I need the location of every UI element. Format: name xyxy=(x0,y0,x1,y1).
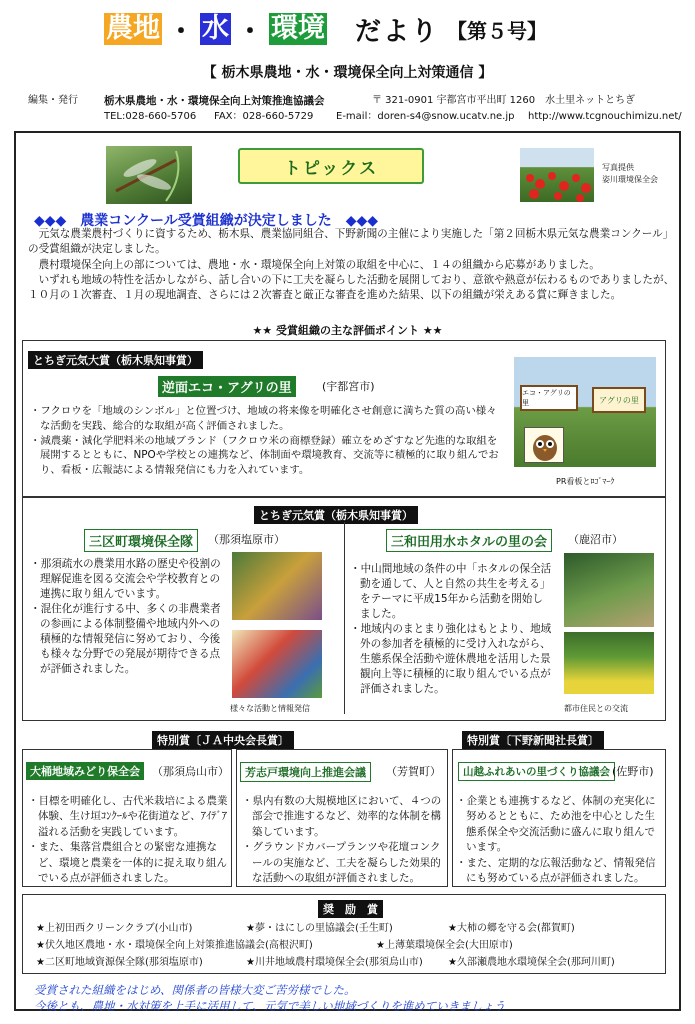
genki-left-org: 三区町環境保全隊 xyxy=(84,529,198,552)
genki-right-org: 三和田用水ホタルの里の会 xyxy=(386,529,552,552)
title-dot: ・ xyxy=(237,16,264,47)
special-c-city: (佐野市) xyxy=(612,765,654,778)
list-item: ・混住化が進行する中、多くの非農業者の参画による体制整備や地域内外への積極的な情報発信に努めており、今後も様々な分野での発展が期待できる点が評価されました。 xyxy=(30,603,221,675)
pr-sign-photo xyxy=(514,357,656,467)
list-item: ・グラウンドカバープランツや花壇コンクールの実施など、工夫を凝らした効果的な活動への取組が評価されました。 xyxy=(242,841,441,885)
special-c-bullets xyxy=(456,794,664,886)
grand-prize-city: (宇都宮市) xyxy=(322,380,375,393)
photo-credit: 写真提供 姿川環境保全会 xyxy=(602,163,658,184)
ja-award: 特別賞〔ＪＡ中央会長賞〕 xyxy=(152,731,294,749)
publisher-fax: FAX：028-660-5729 xyxy=(214,111,314,122)
intro-paragraph: いずれも地域の特性を活かしながら、話し合いの下に工夫を凝らした活動を展開しており、意欲や熱意が伝わるものでありましたが、１０月の１次審査、１月の現地調査、さらには２次審査と厳正な審査を進めた結果、以下の組織が栄えある賞に輝きました。 xyxy=(28,273,675,302)
genki-right-caption: 都市住民との交流 xyxy=(564,704,628,713)
divider xyxy=(344,522,345,714)
masthead-subtitle: 【 栃木県農地・水・環境保全向上対策通信 】 xyxy=(202,65,493,81)
title-water: 水 xyxy=(202,13,230,44)
masthead xyxy=(104,12,547,46)
special-b-org: 芳志戸環境向上推進会議 xyxy=(240,762,371,782)
list-item: ・企業とも連携するなど、体制の充実化に努めるとともに、ため池を中心とした生態系保全や交流活動に盛んに取り組んでいます。 xyxy=(456,795,656,854)
title-farmland: 農地 xyxy=(106,13,160,44)
owl-icon xyxy=(525,428,565,464)
title-dayori: だより xyxy=(355,16,440,47)
grand-prize-award: とちぎ元気大賞（栃木県知事賞） xyxy=(28,351,203,369)
publisher-email: E-mail：doren-s4@snow.ucatv.ne.jp xyxy=(336,111,515,122)
intro-paragraph: 農村環境保全向上の部については、農地・水・環境保全向上対策の取組を中心に、１４の組織から応募がありました。 xyxy=(28,258,600,271)
topics-banner: トピックス xyxy=(238,148,424,184)
genki-left-caption: 様々な活動と情報発信 xyxy=(230,704,310,713)
issue-number: 【第５号】 xyxy=(447,18,548,43)
special-a-bullets xyxy=(28,794,228,886)
shimotsuke-award: 特別賞〔下野新聞社長賞〕 xyxy=(462,731,604,749)
genki-right-bullets xyxy=(350,562,552,697)
title-dot: ・ xyxy=(168,16,195,47)
publisher-tel: TEL:028-660-5706 xyxy=(104,111,197,122)
flower-field-icon xyxy=(520,148,594,202)
sign-board: アグリの里 xyxy=(592,387,646,413)
publisher-org: 栃木県農地・水・環境保全向上対策推進協議会 xyxy=(104,95,325,107)
list-item: ★大柿の郷を守る会(都賀町) xyxy=(448,923,575,934)
publisher-label: 編集・発行 xyxy=(28,95,78,106)
list-item: ・また、集落営農組合との緊密な連携など、環境と農業を一体的に捉え取り組んでいる点が評価されました。 xyxy=(28,841,227,885)
footer-line: 受賞された組織をはじめ、関係者の皆様大変ご苦労様でした。 xyxy=(34,983,356,997)
special-b-bullets xyxy=(242,794,446,886)
list-item: ・地域内のまとまり強化はもとより、地域外の参加者を積極的に受け入れながら、生態系保全活動や遊休農地を活用した景観向上等に積極的に取り組んでいる点が評価されました。 xyxy=(350,623,552,695)
genki-left-bullets xyxy=(30,557,222,677)
footer-line: 今後とも、農地・水対策を上手に活用して、元気で美しい地域づくりを進めていきましょう xyxy=(34,999,506,1013)
canola-field-photo xyxy=(564,632,654,694)
title-environment: 環境 xyxy=(271,13,326,44)
owl-logo xyxy=(524,427,564,463)
special-a-city: （那須烏山市） xyxy=(152,765,229,778)
list-item: ★二区町地域資源保全隊(那須塩原市) xyxy=(36,957,203,968)
special-c-org: 山越ふれあいの里づくり協議会 xyxy=(458,762,615,781)
grand-prize-caption: PR看板とﾛｺﾞﾏｰｸ xyxy=(556,477,615,486)
list-item: ・減農薬・減化学肥料米の地域ブランド（フクロウ米の商標登録）確立をめざすなど先進的な取組を展開するとともに、NPOや学校との連携など、体制面や環境教育、交流等に積極的に取り組んでおり、看板・広報誌による情報発信にも力を入れています。 xyxy=(30,434,499,477)
list-item: ★久部瀬農地水環境保全会(那珂川町) xyxy=(448,957,615,968)
dragonfly-photo xyxy=(106,146,192,204)
list-item: ・また、定期的な広報活動など、情報発信にも努めている点が評価されました。 xyxy=(456,856,656,885)
activity-collage-photo xyxy=(232,552,322,620)
genki-right-city: （鹿沼市） xyxy=(568,533,623,546)
list-item: ・県内有数の大規模地区において、４つの部会で推進するなど、効率的な体制を構築しています。 xyxy=(242,795,442,838)
list-item: ★上薄葉環境保全会(大田原市) xyxy=(376,940,513,951)
publisher-url[interactable]: http://www.tcgnouchimizu.net/ xyxy=(528,111,682,122)
sign-board: エコ・アグリの里 xyxy=(520,385,578,411)
firefly-volunteers-photo xyxy=(564,553,654,627)
genki-left-city: （那須塩原市） xyxy=(208,533,285,546)
list-item: ・目標を明確化し、古代米栽培による農業体験、生け垣ｺﾝｸｰﾙや花街道など、ｱｲﾃﾞｱ溢れる活動を実践しています。 xyxy=(28,795,228,838)
genki-prize-award: とちぎ元気賞（栃木県知事賞） xyxy=(254,506,418,524)
publisher-address: 〒 321-0901 宇都宮市平出町 1260 水土里ネットとちぎ xyxy=(372,95,636,106)
list-item: ★上初田西クリーンクラブ(小山市) xyxy=(36,923,193,934)
list-item: ・那須疏水の農業用水路の歴史や役割の理解促進を図る交流会や学校教育との連携に取り組んでいます。 xyxy=(30,558,221,600)
intro-text xyxy=(28,227,676,303)
red-flowers-photo xyxy=(520,148,594,202)
intro-paragraph: 元気な農業農村づくりに資するため、栃木県、農業協同組合、下野新聞の主催により実施した「第２回栃木県元気な農業コンクール」の受賞組織が決定しました。 xyxy=(28,228,674,256)
dragonfly-icon xyxy=(106,146,192,204)
list-item: ★川井地域農村環境保全会(那須烏山市) xyxy=(246,957,423,968)
grand-prize-bullets xyxy=(30,404,502,478)
headline: ◆◆◆ 農業コンクール受賞組織が決定しました ◆◆◆ xyxy=(34,213,379,229)
list-item: ・中山間地域の条件の中「ホタルの保全活動を通して、人と自然の共生を考える」をテーマに平成15年から活動を開始しました。 xyxy=(350,563,552,620)
grand-prize-org: 逆面エコ・アグリの里 xyxy=(158,376,296,397)
encourage-title: 奨 励 賞 xyxy=(318,900,383,918)
encourage-list xyxy=(36,920,664,971)
special-b-city: （芳賀町） xyxy=(386,765,441,778)
points-title: ★★ 受賞組織の主な評価ポイント ★★ xyxy=(252,324,443,337)
list-item: ★夢・はにしの里協議会(壬生町) xyxy=(246,923,393,934)
special-a-org: 大桶地域みどり保全会 xyxy=(26,762,144,780)
list-item: ・フクロウを「地域のシンボル」と位置づけ、地域の将来像を明確化させ創意に満ちた質の高い様々な活動を実践、総合的な取組が高く評価されました。 xyxy=(30,405,497,432)
info-sharing-photo xyxy=(232,630,322,698)
list-item: ★伏久地区農地・水・環境保全向上対策推進協議会(高根沢町) xyxy=(36,940,313,951)
